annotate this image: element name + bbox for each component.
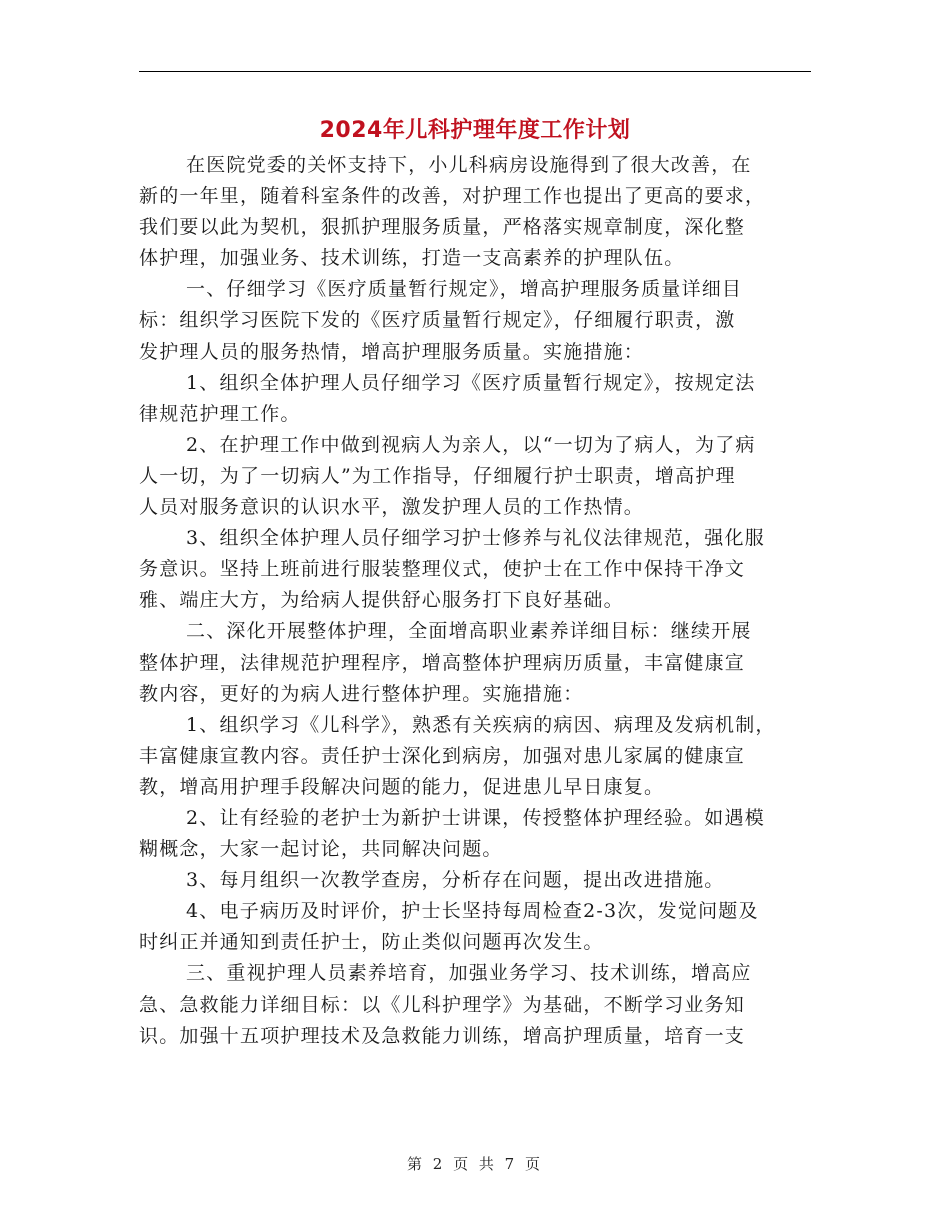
body-line: 2、让有经验的老护士为新护士讲课，传授整体护理经验。如遇模	[186, 806, 765, 829]
page-number: 第 2 页 共 7 页	[407, 1155, 543, 1173]
body-line: 在医院党委的关怀支持下，小儿科病房设施得到了很大改善，在	[186, 154, 752, 176]
document-title: 2024年儿科护理年度工作计划	[319, 118, 631, 143]
body-line: 雅、端庄大方，为给病人提供舒心服务打下良好基础。	[139, 589, 624, 612]
body-line: 4、电子病历及时评价，护士长坚持每周检查2-3次，发觉问题及	[186, 900, 759, 923]
body-line: 教，增高用护理手段解决问题的能力，促进患儿早日康复。	[139, 775, 665, 798]
body-line: 二、深化开展整体护理，全面增高职业素养详细目标：继续开展	[186, 620, 752, 643]
body-line: 人员对服务意识的认识水平，激发护理人员的工作热情。	[139, 496, 645, 519]
body-line: 人一切，为了一切病人”为工作指导，仔细履行护士职责，增高护理	[139, 464, 736, 487]
body-line: 丰富健康宣教内容。责任护士深化到病房，加强对患儿家属的健康宣	[139, 744, 746, 767]
body-line: 律规范护理工作。	[139, 402, 301, 425]
header-rule	[139, 71, 811, 72]
body-line: 体护理，加强业务、技术训练，打造一支高素养的护理队伍。	[139, 247, 685, 270]
body-line: 三、重视护理人员素养培育，加强业务学习、技术训练，增高应	[186, 962, 752, 985]
body-line: 发护理人员的服务热情，增高护理服务质量。实施措施：	[139, 340, 645, 363]
document-body	[139, 150, 811, 1052]
body-line: 1、组织全体护理人员仔细学习《医疗质量暂行规定》，按规定法	[186, 371, 756, 394]
body-line: 务意识。坚持上班前进行服装整理仪式，使护士在工作中保持干净文	[139, 558, 746, 581]
body-line: 急、急救能力详细目标：以《儿科护理学》为基础，不断学习业务知	[139, 993, 746, 1016]
body-line: 1、组织学习《儿科学》，熟悉有关疾病的病因、病理及发病机制，	[186, 713, 776, 736]
body-line: 糊概念，大家一起讨论，共同解决问题。	[139, 838, 503, 861]
body-line: 时纠正并通知到责任护士，防止类似问题再次发生。	[139, 931, 604, 954]
body-line: 3、每月组织一次教学查房，分析存在问题，提出改进措施。	[186, 869, 725, 892]
body-line: 一、仔细学习《医疗质量暂行规定》，增高护理服务质量详细目	[186, 278, 743, 301]
body-line: 识。加强十五项护理技术及急救能力训练，增高护理质量，培育一支	[139, 1024, 746, 1047]
body-line: 教内容，更好的为病人进行整体护理。实施措施：	[139, 682, 584, 705]
body-line: 新的一年里，随着科室条件的改善，对护理工作也提出了更高的要求，	[139, 185, 766, 208]
body-line: 3、组织全体护理人员仔细学习护士修养与礼仪法律规范，强化服	[186, 527, 765, 550]
body-line: 整体护理，法律规范护理程序，增高整体护理病历质量，丰富健康宣	[139, 651, 746, 674]
body-line: 标：组织学习医院下发的《医疗质量暂行规定》，仔细履行职责，激	[139, 309, 736, 332]
body-line: 我们要以此为契机，狠抓护理服务质量，严格落实规章制度，深化整	[139, 216, 746, 239]
body-line: 2、在护理工作中做到视病人为亲人，以“一切为了病人，为了病	[186, 433, 756, 456]
